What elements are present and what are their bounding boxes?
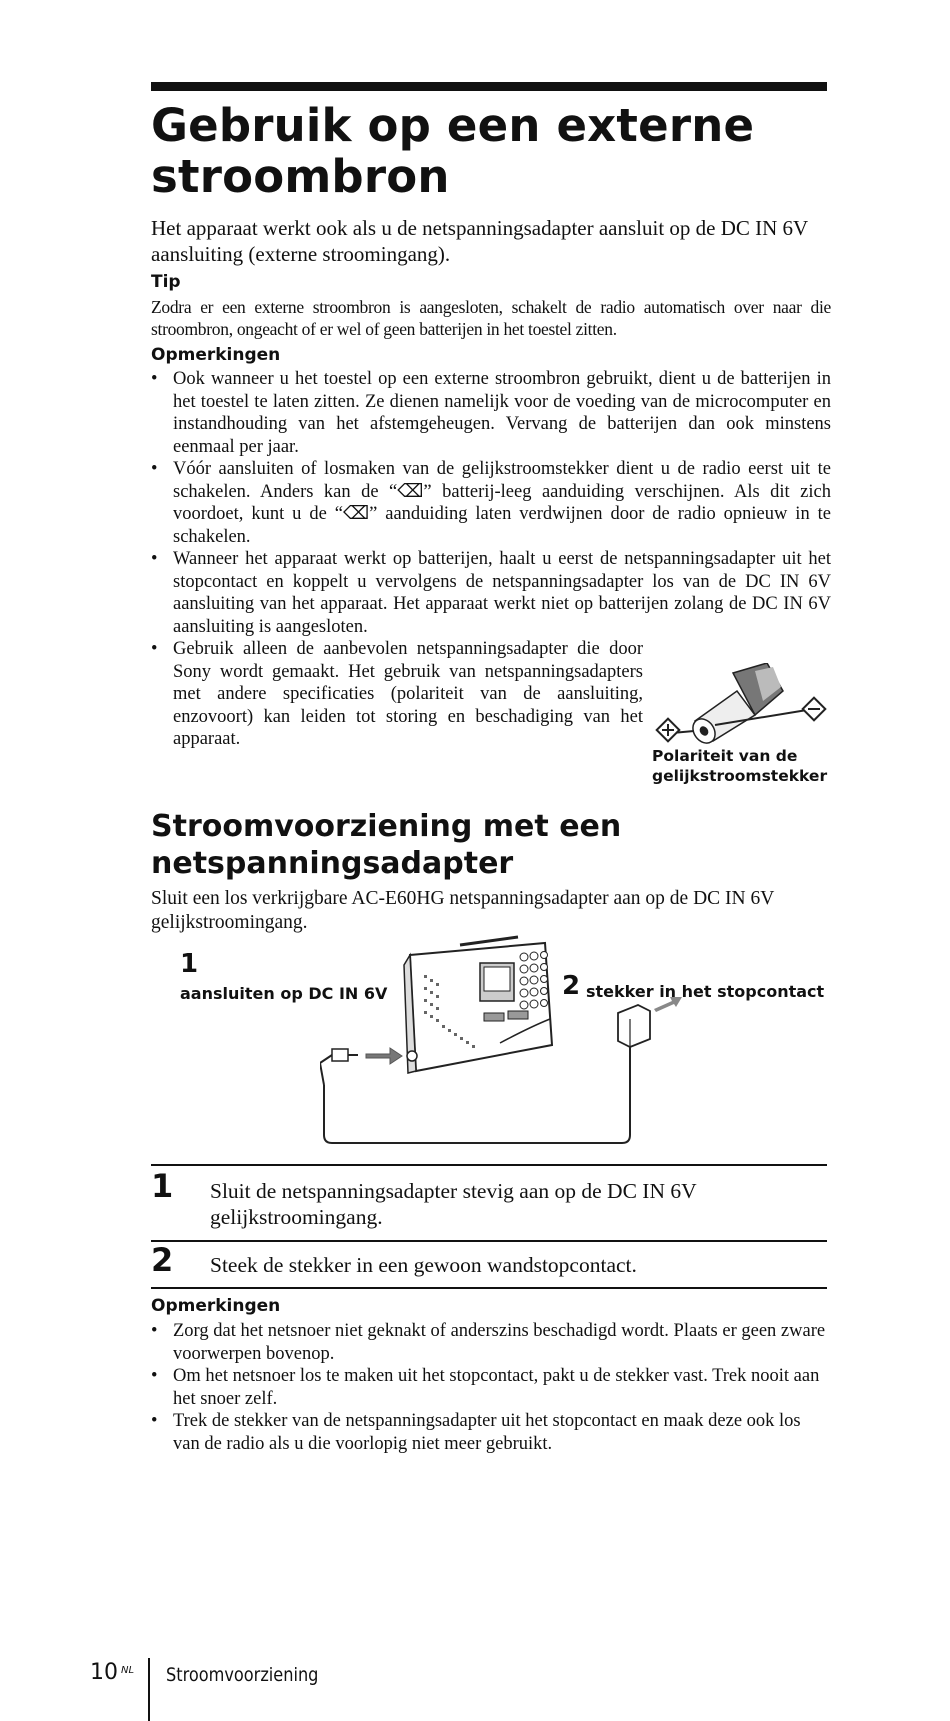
notes-label: Opmerkingen <box>151 1296 281 1316</box>
page-title: Gebruik op een externe stroombron <box>151 99 755 203</box>
note-item: • Om het netsnoer los te maken uit het stopcontact, pakt u de stekker vast. Trek nooit aan het snoer zelf. <box>151 1365 831 1410</box>
step-divider <box>151 1287 827 1289</box>
step-number: 1 <box>151 1167 174 1205</box>
tip-text: Zodra er een externe stroombron is aangesloten, schakelt de radio automatisch over naar die stroombron, ongeacht of er wel of geen batterijen in het toestel zitten. <box>151 297 831 339</box>
power-cord <box>324 1047 630 1143</box>
dc-plug-illustration <box>672 663 807 747</box>
section-name: Stroomvoorziening <box>166 1664 319 1686</box>
diagram-step2-label: stekker in het stopcontact <box>586 982 825 1001</box>
top-rule <box>151 82 827 91</box>
note-item: • Zorg dat het netsnoer niet geknakt of anderszins beschadigd wordt. Plaats er geen zware voorwerpen bovenop. <box>151 1320 831 1365</box>
tip-label: Tip <box>151 272 181 292</box>
notes-label: Opmerkingen <box>151 345 281 365</box>
dc-plug-arrow <box>366 1048 402 1064</box>
step-text: Steek de stekker in een gewoon wandstopcontact. <box>210 1253 637 1277</box>
radio-illustration <box>404 937 552 1073</box>
diagram-step1-number: 1 <box>180 949 199 979</box>
note-item: • Ook wanneer u het toestel op een externe stroombron gebruikt, dient u de batterijen in het toestel te laten zitten. Ze dienen namelijk voor de voeding van de microcomputer en instandhouding van het afstemgeheugen. Vervang de batterijen dan ook minstens eenmaal per jaar. <box>151 368 831 458</box>
notes-list <box>151 1320 831 1455</box>
language-code: NL <box>121 1665 135 1676</box>
negative-terminal-icon <box>803 698 826 721</box>
intro-paragraph: Het apparaat werkt ook als u de netspanningsadapter aansluit op de DC IN 6V aansluiting (externe stroomingang). <box>151 216 808 266</box>
step-divider <box>151 1240 827 1242</box>
page-number <box>90 1660 134 1686</box>
note-item: • Gebruik alleen de aanbevolen netspanningsadapter die door Sony wordt gemaakt. Het gebruik van netspanningsadapters met andere specificaties (polariteit van de aansluiting, enzovoort) kan leiden tot storing en beschadiging van het apparaat. <box>151 638 643 751</box>
polarity-diagram <box>655 663 830 749</box>
section-intro: Sluit een los verkrijgbare AC-E60HG netspanningsadapter aan op de DC IN 6V gelijkstroomingang. <box>151 888 774 933</box>
page-number-value: 10 <box>90 1660 118 1685</box>
diagram-step2-number: 2 <box>562 971 581 1001</box>
note-item: • Trek de stekker van de netspanningsadapter uit het stopcontact en maak deze ook los van de radio als u die voorlopig niet meer gebruikt. <box>151 1410 831 1455</box>
diagram-step1-label: aansluiten op DC IN 6V <box>180 984 388 1003</box>
note-item: • Vóór aansluiten of losmaken van de gelijkstroomstekker dient u de radio eerst uit te schakelen. Anders kan de “⌫” batterij-leeg aanduiding verschijnen. Als dit zich voordoet, kunt u de “⌫” aanduiding laten verdwijnen door de radio opnieuw in te schakelen. <box>151 458 831 548</box>
ac-adapter <box>618 997 682 1047</box>
footer-divider <box>148 1658 150 1721</box>
polarity-caption: Polariteit van de gelijkstroomstekker <box>652 747 828 785</box>
section-heading: Stroomvoorziening met een netspanningsadapter <box>151 809 622 881</box>
note-item: • Wanneer het apparaat werkt op batterijen, haalt u eerst de netspanningsadapter uit het stopcontact en koppelt u vervolgens de netspanningsadapter los van de DC IN 6V aansluiting van het apparaat. Het apparaat werkt niet op batterijen zolang de DC IN 6V aansluiting is aangesloten. <box>151 548 831 638</box>
positive-terminal-icon <box>657 719 680 742</box>
connection-diagram <box>320 935 690 1147</box>
step-text: Sluit de netspanningsadapter stevig aan op de DC IN 6V gelijkstroomingang. <box>210 1179 697 1229</box>
step-divider <box>151 1164 827 1166</box>
step-number: 2 <box>151 1241 174 1279</box>
dc-plug <box>320 1049 358 1085</box>
